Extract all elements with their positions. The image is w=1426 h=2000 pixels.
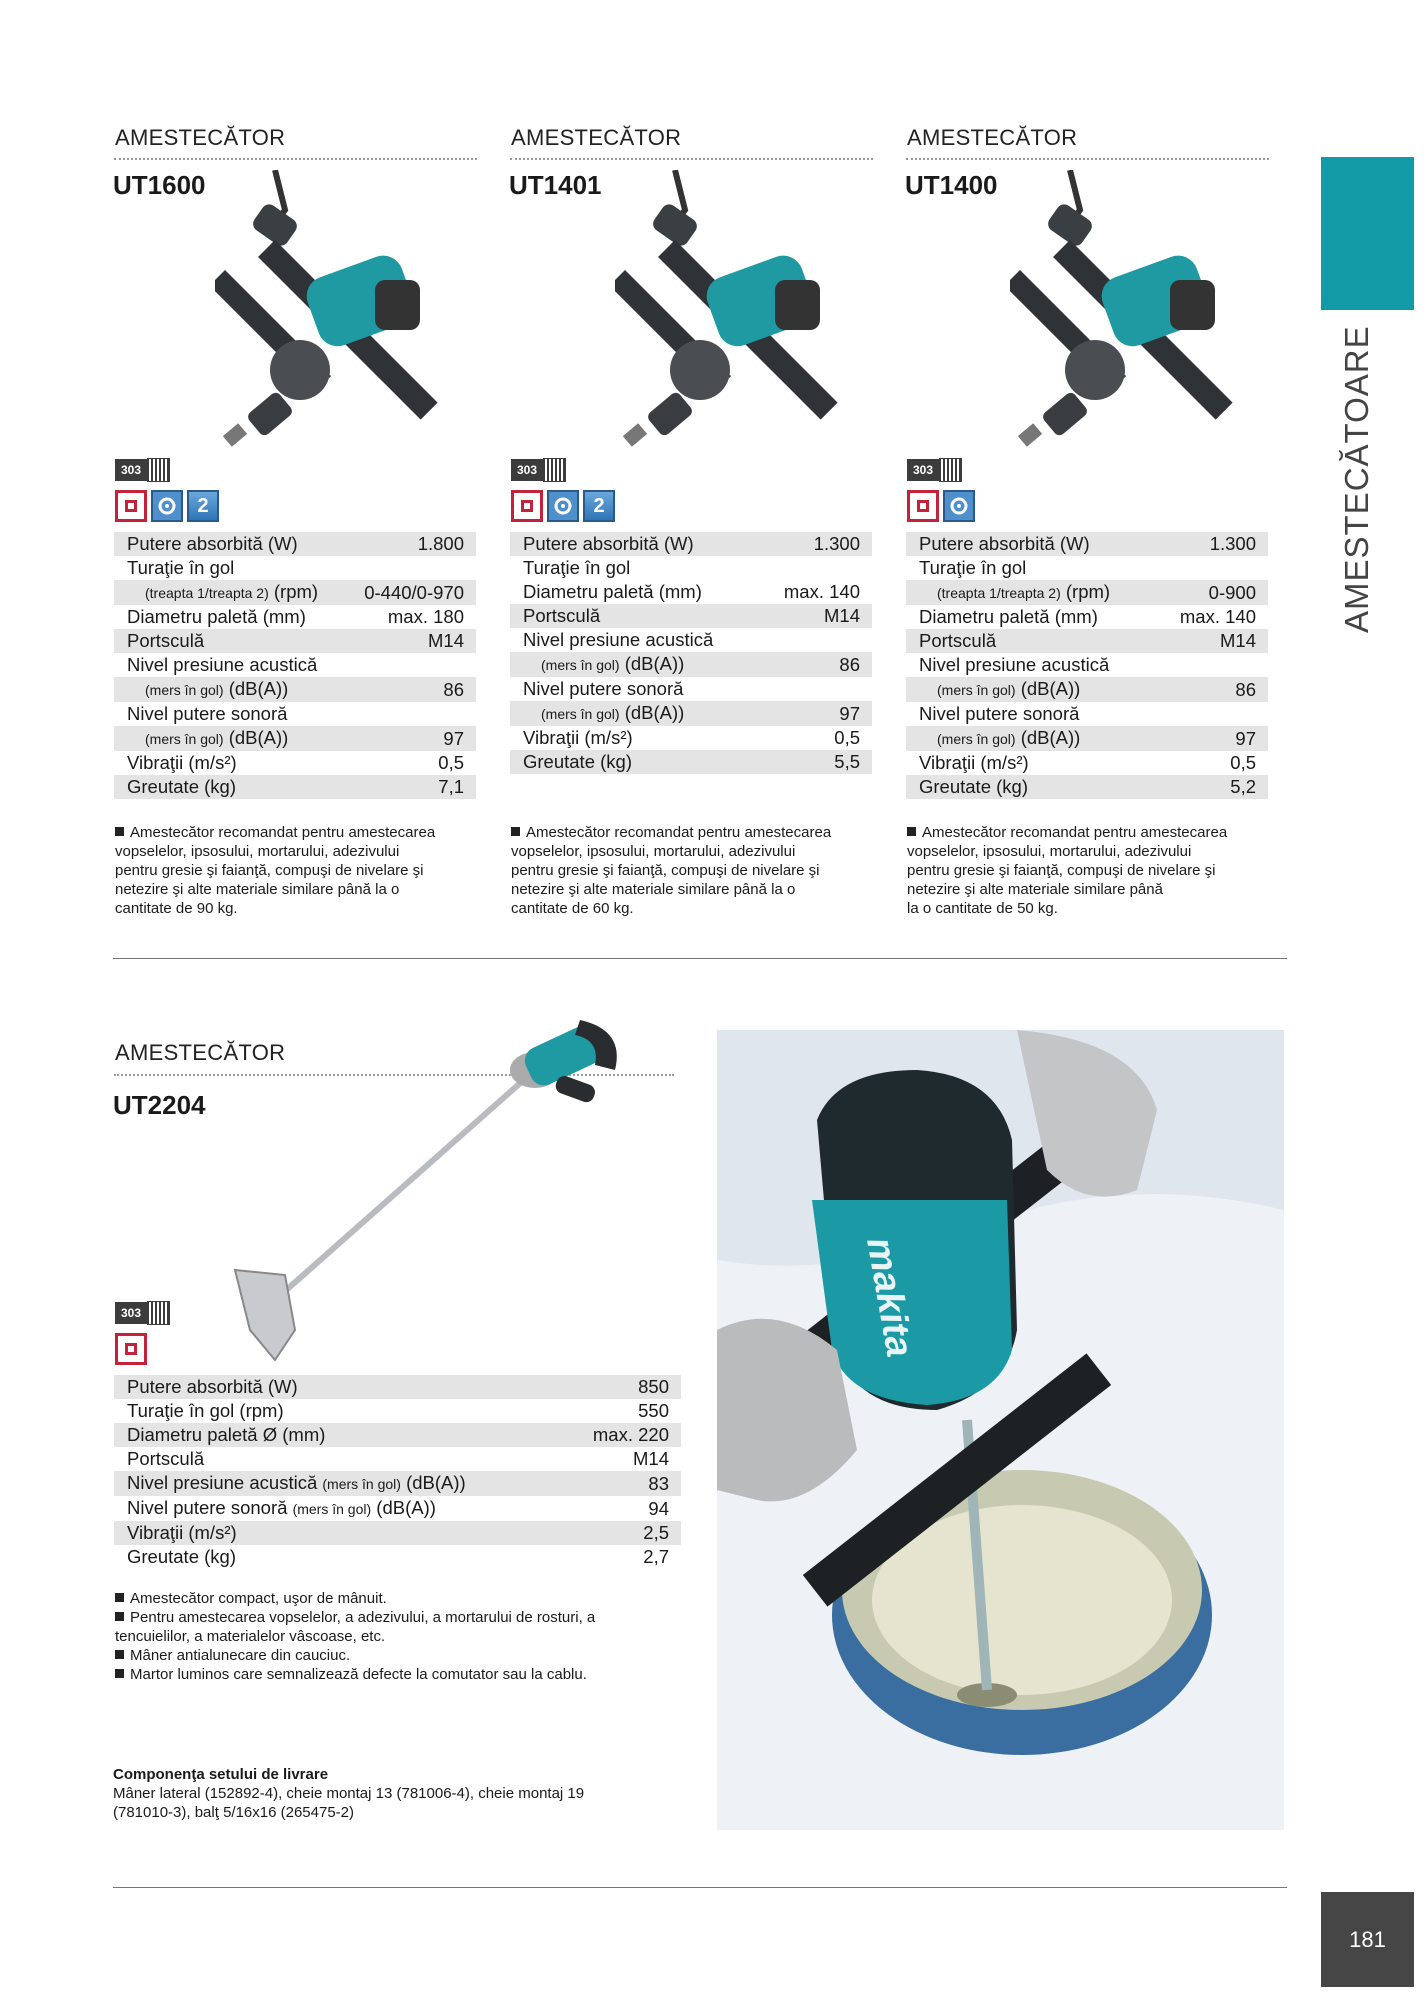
spec-row: Putere absorbită (W) 1.800 xyxy=(114,532,476,556)
product-model: UT1400 xyxy=(905,170,998,200)
feature-icons xyxy=(115,1333,147,1365)
ruler-icon xyxy=(543,458,566,482)
red-square-icon xyxy=(115,1333,147,1365)
spec-row: Turaţie în gol xyxy=(127,557,235,578)
spec-row: Portsculă M14 xyxy=(127,1448,669,1469)
red-square-icon xyxy=(115,490,147,522)
mixing-photo-illustration xyxy=(717,1030,1284,1830)
product-category: AMESTECĂTOR xyxy=(115,1040,286,1065)
side-color-tab xyxy=(1321,157,1414,310)
section-divider xyxy=(113,958,1287,959)
ruler-icon xyxy=(939,458,962,482)
mixer-product-image xyxy=(615,170,865,480)
spec-table xyxy=(906,532,1268,799)
spec-row: Turaţie în gol xyxy=(523,557,631,578)
spec-row: Putere absorbită (W) 850 xyxy=(114,1375,681,1399)
spec-row: Turaţie în gol xyxy=(919,557,1027,578)
ruler-icon xyxy=(147,458,170,482)
bullet-icon xyxy=(115,1650,124,1659)
badge-number: 303 xyxy=(511,459,543,481)
spec-row: Diametru paletă (mm) max. 140 xyxy=(919,606,1256,627)
badge-number: 303 xyxy=(907,459,939,481)
blue-gear-icon xyxy=(943,490,975,522)
product-description: Amestecător recomandat pentru amestecarea vopselelor, ipsosului, mortarului, adezivului pentru gresie şi faianţă, compuşi de nivelare şi netezire şi alte materiale similare până la o cantitate de 60 kg. xyxy=(511,824,832,917)
spec-row: Vibraţii (m/s²) 0,5 xyxy=(919,752,1256,773)
spec-row: (mers în gol) (dB(A)) 86 xyxy=(906,677,1268,702)
bullet-icon xyxy=(115,1593,124,1602)
brand-logo: makita xyxy=(858,1234,921,1361)
spec-table xyxy=(510,532,872,774)
ruler-icon xyxy=(147,1301,170,1325)
feature-icons xyxy=(115,490,219,522)
badge-number: 303 xyxy=(115,1302,147,1324)
spec-row: (mers în gol) (dB(A)) 86 xyxy=(510,652,872,677)
mixing-photo xyxy=(717,1030,1284,1830)
spec-row: Vibraţii (m/s²) 2,5 xyxy=(114,1521,681,1545)
spec-row: Diametru paletă Ø (mm) max. 220 xyxy=(114,1423,681,1447)
bullet-icon xyxy=(907,827,916,836)
spec-table xyxy=(114,1375,681,1569)
bullet-icon xyxy=(511,827,520,836)
spec-row: Greutate (kg) 5,5 xyxy=(510,750,872,774)
delivery-title: Componenţa setului de livrare xyxy=(113,1766,329,1783)
product-model: UT1600 xyxy=(113,170,206,200)
delivery-set: Componenţa setului de livrare Mâner lateral (152892-4), cheie montaj 13 (781006-4), cheie montaj 19 (781010-3), balţ 5/16x16 (265475-2) xyxy=(113,1765,693,1822)
product-description: Amestecător recomandat pentru amestecarea vopselelor, ipsosului, mortarului, adezivului pentru gresie şi faianţă, compuşi de nivelare şi netezire şi alte materiale similare până la o cantitate de 90 kg. xyxy=(115,824,436,917)
catalog-303-badge xyxy=(511,458,566,482)
footer-divider xyxy=(113,1887,1287,1888)
spec-row: Greutate (kg) 5,2 xyxy=(906,775,1268,799)
spec-row: (mers în gol) (dB(A)) 97 xyxy=(510,701,872,726)
spec-row: Nivel presiune acustică xyxy=(919,654,1110,675)
spec-row: Nivel putere sonoră xyxy=(523,678,684,699)
spec-row: Nivel putere sonoră xyxy=(127,703,288,724)
red-square-icon xyxy=(907,490,939,522)
spec-row: Greutate (kg) 2,7 xyxy=(127,1546,669,1567)
spec-row: (mers în gol) (dB(A)) 86 xyxy=(114,677,476,702)
divider xyxy=(114,158,477,160)
spec-row: (mers în gol) (dB(A)) 97 xyxy=(906,726,1268,751)
side-section-title: AMESTECĂTOARE xyxy=(1338,325,1375,633)
product-model: UT1401 xyxy=(509,170,602,200)
spec-row: Diametru paletă (mm) max. 180 xyxy=(127,606,464,627)
divider xyxy=(510,158,873,160)
product-description: Amestecător recomandat pentru amestecarea vopselelor, ipsosului, mortarului, adezivului pentru gresie şi faianţă, compuşi de nivelare şi netezire şi alte materiale similare până la o cantitate de 50 kg. xyxy=(907,824,1228,917)
mixer-product-image xyxy=(1010,170,1260,480)
badge-number: 303 xyxy=(115,459,147,481)
spec-row: Nivel putere sonoră (mers în gol) (dB(A)) 94 xyxy=(127,1497,669,1519)
bullet-icon xyxy=(115,827,124,836)
catalog-303-badge xyxy=(115,458,170,482)
blue-gear-icon xyxy=(547,490,579,522)
product-category: AMESTECĂTOR xyxy=(115,125,286,150)
spec-row: Nivel putere sonoră xyxy=(919,703,1080,724)
spec-row: Portsculă M14 xyxy=(510,604,872,628)
spec-row: (treapta 1/treapta 2) (rpm) 0-900 xyxy=(906,580,1268,605)
page-number: 181 xyxy=(1321,1892,1414,1987)
speed-2-icon: 2 xyxy=(187,490,219,522)
red-square-icon xyxy=(511,490,543,522)
bullet-icon xyxy=(115,1612,124,1621)
spec-row: Portsculă M14 xyxy=(906,629,1268,653)
catalog-303-badge xyxy=(907,458,962,482)
spec-table xyxy=(114,532,476,799)
feature-list: Amestecător compact, uşor de mânuit. Pentru amestecarea vopselelor, a adezivului, a mortarului de rosturi, a tencuielilor, a materialelor vâscoase, etc. Mâner antialunecare din cauciuc. Martor luminos care semnalizează defecte la comutator sau la cablu. xyxy=(115,1590,596,1683)
spec-row: Putere absorbită (W) 1.300 xyxy=(510,532,872,556)
spec-row: Vibraţii (m/s²) 0,5 xyxy=(523,727,860,748)
feature-icons xyxy=(907,490,975,522)
spec-row: (treapta 1/treapta 2) (rpm) 0-440/0-970 xyxy=(114,580,476,605)
mixer-product-image xyxy=(215,170,465,480)
spec-row: Vibraţii (m/s²) 0,5 xyxy=(127,752,464,773)
bullet-icon xyxy=(115,1669,124,1678)
spec-row: Diametru paletă (mm) max. 140 xyxy=(523,581,860,602)
spec-row: Nivel presiune acustică xyxy=(127,654,318,675)
divider xyxy=(906,158,1269,160)
spec-row: (mers în gol) (dB(A)) 97 xyxy=(114,726,476,751)
catalog-303-badge xyxy=(115,1301,170,1325)
speed-2-icon: 2 xyxy=(583,490,615,522)
spec-row: Nivel presiune acustică xyxy=(523,629,714,650)
product-model: UT2204 xyxy=(113,1090,206,1120)
spec-row: Nivel presiune acustică (mers în gol) (dB(A)) 83 xyxy=(114,1471,681,1496)
mixer-ut2204-image xyxy=(225,1010,635,1370)
spec-row: Greutate (kg) 7,1 xyxy=(114,775,476,799)
product-category: AMESTECĂTOR xyxy=(511,125,682,150)
spec-row: Putere absorbită (W) 1.300 xyxy=(906,532,1268,556)
spec-row: Portsculă M14 xyxy=(114,629,476,653)
spec-row: Turaţie în gol (rpm) 550 xyxy=(127,1400,669,1421)
product-category: AMESTECĂTOR xyxy=(907,125,1078,150)
feature-icons xyxy=(511,490,615,522)
blue-gear-icon xyxy=(151,490,183,522)
